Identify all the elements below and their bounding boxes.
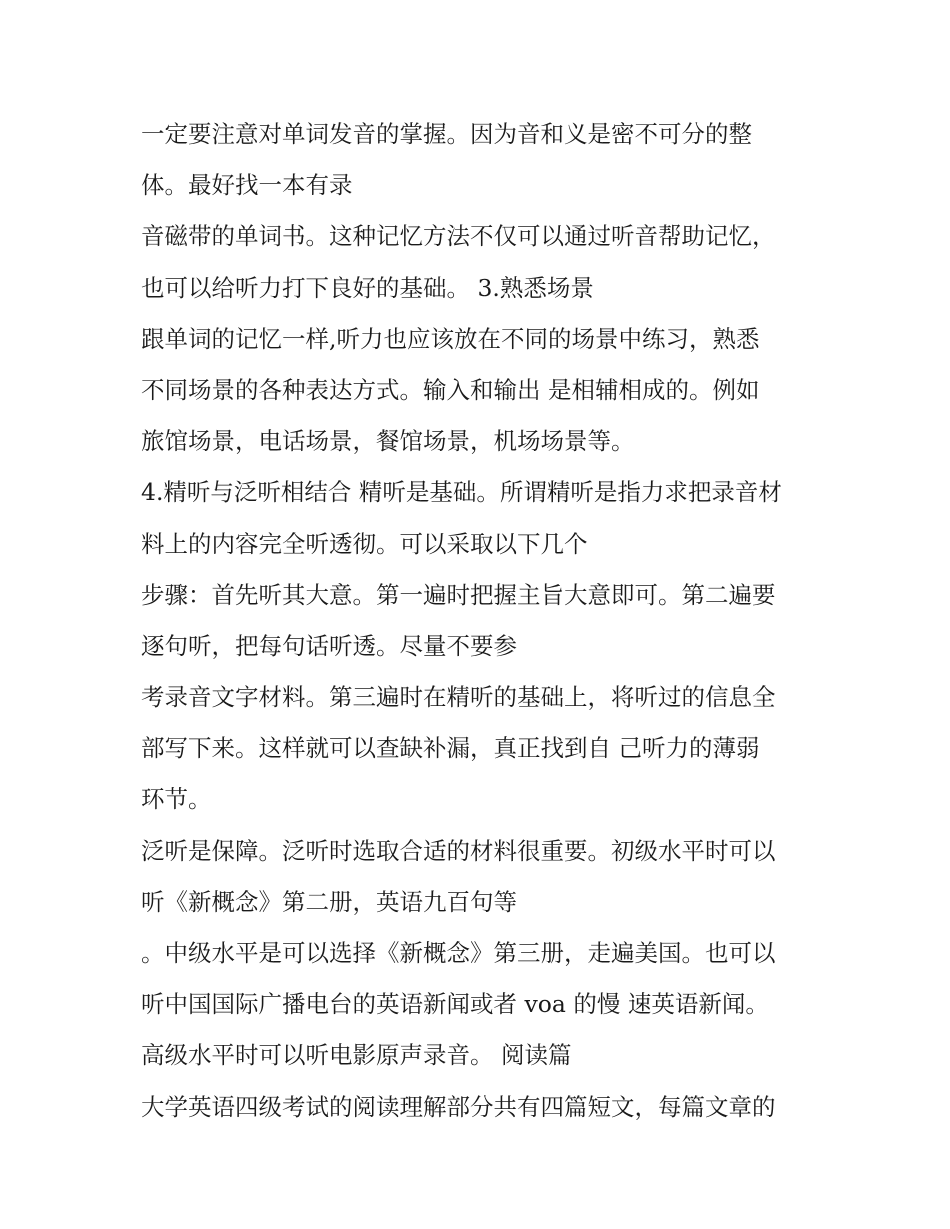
text-line: 考录音文字材料。第三遍时在精听的基础上，将听过的信息全 [141,683,776,712]
body-text [141,109,821,1133]
text-line: 听《新概念》第二册，英语九百句等 [141,887,517,916]
text-line: 高级水平时可以听电影原声录音。 阅读篇 [141,1041,572,1070]
text-line: 不同场景的各种表达方式。输入和输出 是相辅相成的。例如 [141,375,760,404]
text-line: 环节。 [141,785,212,814]
text-line: 4.精听与泛听相结合 精听是基础。所谓精听是指力求把录音材 [141,478,782,507]
text-line: 音磁带的单词书。这种记忆方法不仅可以通过听音帮助记忆， [141,222,776,251]
text-line: 一定要注意对单词发音的掌握。因为音和义是密不可分的整 [141,120,752,148]
text-line: 听中国国际广播电台的英语新闻或者 voa 的慢 速英语新闻。 [141,990,769,1019]
text-line: 体。最好找一本有录 [141,171,353,200]
text-line: 步骤：首先听其大意。第一遍时把握主旨大意即可。第二遍要 [141,580,776,609]
text-line: 。中级水平是可以选择《新概念》第三册，走遍美国。也可以 [141,939,776,967]
text-line: 大学英语四级考试的阅读理解部分共有四篇短文，每篇文章的 [141,1092,776,1121]
text-line: 跟单词的记忆一样,听力也应该放在不同的场景中练习，熟悉 [141,324,760,353]
text-line: 逐句听，把每句话听透。尽量不要参 [141,631,517,660]
text-line: 料上的内容完全听透彻。可以采取以下几个 [141,529,588,558]
text-line: 部写下来。这样就可以查缺补漏，真正找到自 己听力的薄弱 [141,734,760,763]
text-line: 旅馆场景，电话场景，餐馆场景，机场场景等。 [141,427,635,456]
text-line: 泛听是保障。泛听时选取合适的材料很重要。初级水平时可以 [141,836,776,865]
text-line: 也可以给听力打下良好的基础。 3.熟悉场景 [141,273,594,302]
